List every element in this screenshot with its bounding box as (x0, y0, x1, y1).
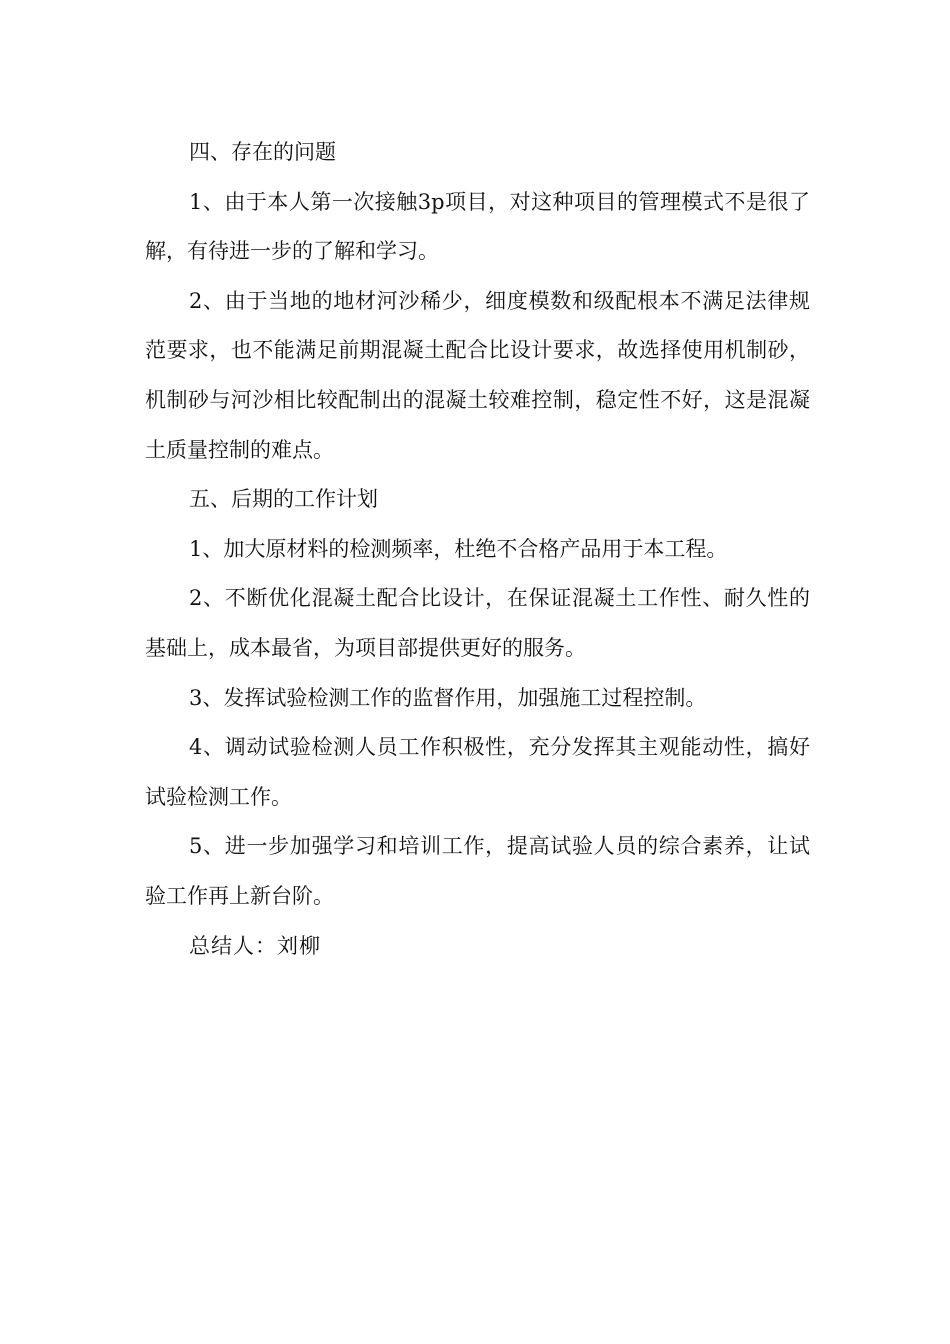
plan-item-4: 4、调动试验检测人员工作积极性，充分发挥其主观能动性，搞好试验检测工作。 (145, 735, 810, 809)
author-signature: 总结人：刘柳 (189, 933, 321, 958)
plan-item-5: 5、进一步加强学习和培训工作，提高试验人员的综合素养，让试验工作再上新台阶。 (145, 834, 810, 908)
plan-item-2: 2、不断优化混凝土配合比设计，在保证混凝土工作性、耐久性的基础上，成本最省，为项目部提供更好的服务。 (145, 586, 810, 660)
problem-item-2: 2、由于当地的地材河沙稀少，细度模数和级配根本不满足法律规范要求，也不能满足前期混凝土配合比设计要求，故选择使用机制砂，机制砂与河沙相比较配制出的混凝土较难控制，稳定性不好，这是混凝土质量控制的难点。 (145, 288, 810, 462)
section-heading-problems: 四、存在的问题 (189, 140, 336, 164)
plan-item-3: 3、发挥试验检测工作的监督作用，加强施工过程控制。 (189, 685, 707, 710)
plan-item-1: 1、加大原材料的检测频率，杜绝不合格产品用于本工程。 (189, 536, 728, 561)
document-body (145, 128, 810, 971)
problem-item-1: 1、由于本人第一次接触3p项目，对这种项目的管理模式不是很了解，有待进一步的了解和学习。 (145, 189, 810, 264)
section-heading-plan: 五、后期的工作计划 (189, 487, 378, 512)
